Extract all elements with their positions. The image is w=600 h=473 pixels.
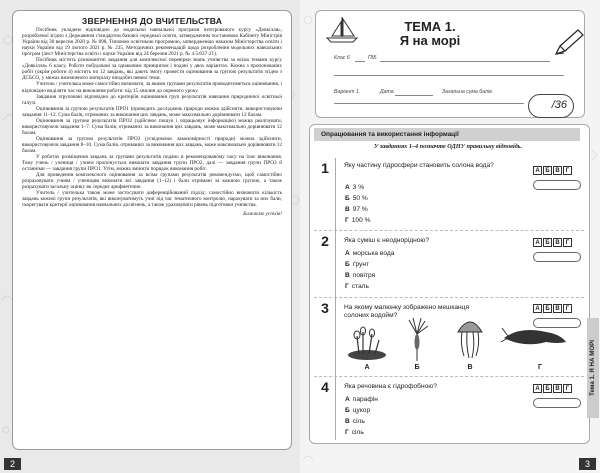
answer-cell-b[interactable]: Б bbox=[543, 384, 552, 393]
option-a[interactable]: А 3 % bbox=[345, 184, 365, 191]
jellyfish-image[interactable] bbox=[455, 316, 485, 360]
option-b[interactable]: Б ґрунт bbox=[345, 261, 370, 268]
sailboat-icon bbox=[322, 14, 362, 44]
hydra-image[interactable] bbox=[403, 316, 431, 362]
name-field[interactable] bbox=[380, 61, 550, 62]
question-text: Яку частину гідросфери становить солона вода? bbox=[344, 162, 494, 169]
answer-grid[interactable] bbox=[533, 238, 572, 247]
answer-cell-b[interactable]: Б bbox=[543, 166, 552, 175]
catfish-image[interactable] bbox=[500, 322, 570, 354]
teacher-notice-box bbox=[12, 10, 292, 450]
points-field[interactable] bbox=[533, 180, 581, 190]
option-d[interactable]: Г 100 % bbox=[345, 217, 371, 224]
answer-grid[interactable] bbox=[533, 166, 572, 175]
option-d[interactable]: Г сталь bbox=[345, 283, 369, 290]
question-text: Яка суміш є неоднорідною? bbox=[344, 237, 430, 244]
notice-paragraph: Учитель / учителька може самостійно визначати, за якими групами результатів проводитиметься оцінювання, і відповідно виділяти час на виконання роботи: від 15 хвилин до окремого уроку. bbox=[22, 81, 282, 94]
name-field-line2[interactable] bbox=[334, 75, 564, 76]
image-label-d: Г bbox=[538, 364, 542, 371]
option-d[interactable]: Г сіль bbox=[345, 429, 364, 436]
answer-cell-a[interactable]: А bbox=[533, 166, 542, 175]
notice-paragraph: Оцінювання за групою результатів ПРО2 (здійснює пошук і опрацьовує інформацію) можна реалізувати, використовуючи завдання 1–7. Сума балів, отриманих за виконання цих завдань, може максимально дорівнювати 12 балам. bbox=[22, 117, 282, 136]
image-label-b: Б bbox=[414, 364, 420, 371]
answer-grid[interactable] bbox=[533, 384, 572, 393]
option-b[interactable]: Б цукор bbox=[345, 407, 371, 414]
notice-paragraph: Оцінювання за групою результатів ПРО1 (проводить досліджень природи можна здійснити, використовуючи завдання 11–12. Сума балів, отриманих за виконання цих завдань, може максимально дорівнювати 12 балам. bbox=[22, 105, 282, 118]
question-number-rule bbox=[335, 158, 336, 440]
option-a[interactable]: А парафін bbox=[345, 396, 378, 403]
option-a[interactable]: А морська вода bbox=[345, 250, 395, 257]
score-total-field[interactable] bbox=[528, 94, 574, 118]
answer-cell-d[interactable]: Г bbox=[563, 304, 572, 313]
section-title: Опрацювання та використання інформації bbox=[314, 128, 580, 141]
answer-cell-a[interactable]: А bbox=[533, 304, 542, 313]
theme-subtitle: Я на морі bbox=[399, 33, 461, 48]
pond-plant-image[interactable] bbox=[345, 326, 389, 362]
pencil-icon bbox=[552, 28, 586, 58]
question-text: Яка речовина є гідрофобною? bbox=[344, 383, 437, 390]
total-label: Загальна сума балів bbox=[442, 89, 492, 95]
page-number-right: 3 bbox=[579, 458, 596, 470]
option-b[interactable]: Б 50 % bbox=[345, 195, 368, 202]
notice-paragraph: Посібник містить різноманітні завдання для комплексної перевірки знань учнівства за всіма темами курсу «Довкілля» 6 класу. Роботи побудовані за однаковим принципом і подані у двох варіантах. Кожна з пропонованих робіт (окрім роботи 4) містить по 12 завдань, які дають змогу провести оцінювання за групою результатів згідно з ДСБСО, у межах визначеного матеріалу вподобні певної теми. bbox=[22, 57, 282, 82]
date-field[interactable] bbox=[395, 95, 433, 96]
score-max: /36 bbox=[551, 99, 567, 111]
answer-cell-c[interactable]: В bbox=[553, 166, 562, 175]
notice-title: ЗВЕРНЕННЯ ДО ВЧИТЕЛЬСТВА bbox=[81, 16, 223, 26]
option-c[interactable]: В повітря bbox=[345, 272, 376, 279]
answer-cell-c[interactable]: В bbox=[553, 384, 562, 393]
answer-cell-a[interactable]: А bbox=[533, 384, 542, 393]
name-label: ПІБ bbox=[368, 55, 377, 61]
question-number: 3 bbox=[321, 300, 329, 316]
date-label: Дата bbox=[380, 89, 394, 95]
answer-cell-c[interactable]: В bbox=[553, 238, 562, 247]
answer-cell-b[interactable]: Б bbox=[543, 304, 552, 313]
points-field[interactable] bbox=[533, 398, 581, 408]
variant-label: Варіант 1. bbox=[334, 89, 361, 95]
answer-cell-d[interactable]: Г bbox=[563, 238, 572, 247]
image-label-a: А bbox=[364, 364, 370, 371]
answer-grid[interactable] bbox=[533, 304, 572, 313]
answer-cell-d[interactable]: Г bbox=[563, 166, 572, 175]
theme-title: ТЕМА 1. bbox=[404, 19, 456, 34]
page-number-left: 2 bbox=[4, 458, 21, 470]
question-number: 1 bbox=[321, 160, 329, 176]
class-label: Клас 6 bbox=[334, 55, 350, 61]
option-c[interactable]: В сіль bbox=[345, 418, 365, 425]
answer-cell-d[interactable]: Г bbox=[563, 384, 572, 393]
signoff: Бажаємо успіхів! bbox=[243, 211, 282, 218]
notice-paragraph: У роботах розміщення завдань за групами результатів подано в рекомендованому часу на їхнє виконання. Тому учень / учениця / учнем пропонується виконати завдання групи ПРО2, далі — завдання групи ПРО3 й останніми — завдання групи ПРО1. Утім, можна змінити порядок виконання робіт. bbox=[22, 154, 282, 173]
answer-cell-c[interactable]: В bbox=[553, 304, 562, 313]
notice-paragraph: Учитель / учителька також може застосувати диференційований підхід: самостійно визначити кількість завдань кожної групи результатів, які виконуватимуть учні під час тематичного контролю, нарахувати за них бали, скорегувати критерії оцінювання навчальних досягнень, а також ураховувати рівень підготовки учнівства. bbox=[22, 190, 282, 209]
notice-paragraph: Оцінювання за групою результатів ПРО3 (усвідомлює закономірності природи) можна здійснити, використовуючи завдання 8–10. Сума балів, отриманих за виконання цих завдань, може максимально дорівнювати 12 балам. bbox=[22, 135, 282, 154]
instruction: У завданнях 1–4 позначте ОДНУ правильну відповідь. bbox=[373, 143, 523, 150]
notice-paragraph: Завдання згруповані відповідно до критеріїв оцінювання груп результатів навчання природничої освітньої галузі. bbox=[22, 93, 282, 106]
notice-paragraph: Посібник укладено відповідно до модельної навчальної програми інтегрованого курсу «Довкілля», розробленої згідно з Державним стандартом базової середньої освіти, затвердженим постановою Кабінету Міністрів України від 30 вересня 2020 р. № 898, Типовою освітньою програмою, затвердженою наказом Міністерства освіти і науки України від 19 лютого 2021 р. № 235, Методичних рекомендацій щодо розроблення модельних навчальних програм (лист Міністерства освіти і науки України від 24 березня 2021 р. № 4.5/637-21). bbox=[22, 27, 282, 58]
theme-title-block bbox=[360, 20, 500, 48]
answer-cell-b[interactable]: Б bbox=[543, 238, 552, 247]
question-text: На якому малюнку зображено мешканця солоних водойм? bbox=[344, 304, 470, 319]
option-c[interactable]: В 97 % bbox=[345, 206, 368, 213]
question-number: 4 bbox=[321, 379, 329, 395]
image-label-c: В bbox=[467, 364, 473, 371]
notice-paragraph: Для проведення комплексного оцінювання за всіма групами результатів рекомендуємо, щоб самостійно розраховувати учням / ученицям виконати всі завдання (1–12) і бали отримані за кожною групою, а також розрахувати загальну оцінку як середнє арифметичне. bbox=[22, 172, 282, 191]
side-tab: Тема 1. Я НА МОРІ bbox=[587, 318, 599, 418]
answer-cell-a[interactable]: А bbox=[533, 238, 542, 247]
question-number: 2 bbox=[321, 233, 329, 249]
points-field[interactable] bbox=[533, 252, 581, 262]
